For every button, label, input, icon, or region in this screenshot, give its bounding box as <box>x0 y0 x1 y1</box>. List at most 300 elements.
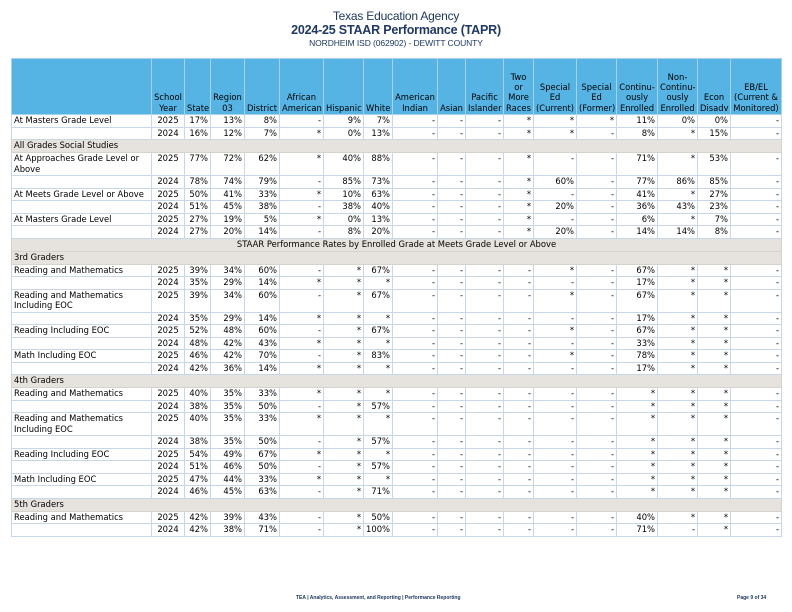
value-cell: * <box>698 511 731 524</box>
value-cell: 44% <box>211 473 245 486</box>
value-cell: - <box>534 400 577 413</box>
value-cell: - <box>731 337 782 350</box>
value-cell: * <box>280 153 324 176</box>
value-cell: - <box>466 388 504 401</box>
value-cell: - <box>280 461 324 474</box>
value-cell: - <box>438 461 466 474</box>
value-cell: - <box>438 350 466 363</box>
value-cell: 51% <box>185 461 211 474</box>
value-cell: - <box>466 413 504 436</box>
value-cell: * <box>658 325 698 338</box>
row-label <box>12 337 152 350</box>
value-cell: - <box>438 226 466 239</box>
school-year-cell: 2024 <box>152 436 185 449</box>
value-cell: - <box>466 213 504 226</box>
value-cell: * <box>658 362 698 375</box>
value-cell: - <box>280 350 324 363</box>
value-cell: 40% <box>324 153 364 176</box>
value-cell: - <box>438 188 466 201</box>
column-header: District <box>245 59 280 115</box>
value-cell: 42% <box>211 350 245 363</box>
value-cell: 63% <box>364 188 393 201</box>
value-cell: * <box>617 413 658 436</box>
value-cell: 13% <box>364 127 393 140</box>
value-cell: 43% <box>658 201 698 214</box>
value-cell: 71% <box>364 486 393 499</box>
value-cell: - <box>438 362 466 375</box>
value-cell: - <box>438 115 466 128</box>
value-cell: - <box>438 201 466 214</box>
value-cell: 34% <box>211 289 245 312</box>
value-cell: 50% <box>364 511 393 524</box>
value-cell: - <box>504 400 534 413</box>
value-cell: 42% <box>185 511 211 524</box>
value-cell: - <box>438 289 466 312</box>
value-cell: 10% <box>324 188 364 201</box>
table-row <box>12 362 782 375</box>
row-label <box>12 277 152 290</box>
value-cell: 35% <box>185 277 211 290</box>
value-cell: - <box>393 511 438 524</box>
value-cell: 14% <box>245 226 280 239</box>
value-cell: 7% <box>245 127 280 140</box>
value-cell: - <box>393 289 438 312</box>
value-cell: - <box>577 473 617 486</box>
value-cell: - <box>466 153 504 176</box>
value-cell: * <box>504 188 534 201</box>
value-cell: - <box>534 188 577 201</box>
value-cell: 17% <box>185 115 211 128</box>
column-header: Econ Disadv <box>698 59 731 115</box>
report-title: 2024-25 STAAR Performance (TAPR) <box>291 23 501 37</box>
value-cell: 67% <box>364 289 393 312</box>
row-label <box>12 461 152 474</box>
value-cell: 67% <box>617 264 658 277</box>
value-cell: 43% <box>245 511 280 524</box>
column-header: White <box>364 59 393 115</box>
value-cell: - <box>577 436 617 449</box>
value-cell: - <box>504 413 534 436</box>
value-cell: - <box>534 388 577 401</box>
table-row <box>12 289 782 312</box>
section-header-row <box>12 140 782 153</box>
staar-performance-table <box>11 58 782 537</box>
value-cell: * <box>658 213 698 226</box>
value-cell: - <box>534 362 577 375</box>
value-cell: * <box>658 264 698 277</box>
table-row <box>12 511 782 524</box>
row-label: At Meets Grade Level or Above <box>12 188 152 201</box>
value-cell: * <box>534 264 577 277</box>
value-cell: 72% <box>211 153 245 176</box>
value-cell: 33% <box>245 388 280 401</box>
value-cell: * <box>658 312 698 325</box>
table-row <box>12 188 782 201</box>
value-cell: 49% <box>211 448 245 461</box>
value-cell: 14% <box>245 277 280 290</box>
column-header: Special Ed (Former) <box>577 59 617 115</box>
table-row <box>12 201 782 214</box>
value-cell: - <box>393 448 438 461</box>
value-cell: - <box>534 436 577 449</box>
value-cell: 41% <box>617 188 658 201</box>
table-row <box>12 325 782 338</box>
value-cell: 50% <box>245 436 280 449</box>
value-cell: - <box>393 213 438 226</box>
value-cell: 20% <box>534 226 577 239</box>
value-cell: * <box>364 473 393 486</box>
value-cell: 14% <box>245 362 280 375</box>
value-cell: * <box>504 201 534 214</box>
value-cell: - <box>731 226 782 239</box>
value-cell: 40% <box>617 511 658 524</box>
value-cell: - <box>393 400 438 413</box>
value-cell: 83% <box>364 350 393 363</box>
value-cell: 60% <box>245 264 280 277</box>
value-cell: * <box>280 473 324 486</box>
value-cell: * <box>324 289 364 312</box>
table-row <box>12 436 782 449</box>
banner-row <box>12 238 782 251</box>
value-cell: * <box>280 388 324 401</box>
value-cell: 20% <box>364 226 393 239</box>
section-title: 3rd Graders <box>12 251 782 264</box>
value-cell: 19% <box>211 213 245 226</box>
value-cell: * <box>324 436 364 449</box>
value-cell: 12% <box>211 127 245 140</box>
footer-source: TEA | Analytics, Assessment, and Reporting | Performance Reporting <box>296 595 461 601</box>
value-cell: 0% <box>698 115 731 128</box>
column-header: Continu-ously Enrolled <box>617 59 658 115</box>
value-cell: 16% <box>185 127 211 140</box>
value-cell: 67% <box>364 325 393 338</box>
value-cell: * <box>364 337 393 350</box>
value-cell: - <box>577 325 617 338</box>
value-cell: * <box>280 213 324 226</box>
value-cell: 60% <box>245 325 280 338</box>
page-number: Page 9 of 34 <box>737 595 767 601</box>
value-cell: - <box>731 473 782 486</box>
value-cell: - <box>393 350 438 363</box>
value-cell: * <box>698 473 731 486</box>
value-cell: 71% <box>245 524 280 537</box>
value-cell: - <box>393 436 438 449</box>
value-cell: * <box>698 448 731 461</box>
value-cell: - <box>393 486 438 499</box>
value-cell: - <box>466 350 504 363</box>
value-cell: 53% <box>698 153 731 176</box>
school-year-cell: 2024 <box>152 201 185 214</box>
row-label <box>12 436 152 449</box>
value-cell: * <box>698 524 731 537</box>
value-cell: 38% <box>324 201 364 214</box>
value-cell: 48% <box>211 325 245 338</box>
school-year-cell: 2024 <box>152 362 185 375</box>
value-cell: - <box>438 524 466 537</box>
value-cell: - <box>534 486 577 499</box>
value-cell: - <box>466 127 504 140</box>
value-cell: - <box>393 312 438 325</box>
value-cell: 6% <box>617 213 658 226</box>
value-cell: - <box>438 448 466 461</box>
value-cell: - <box>504 325 534 338</box>
value-cell: - <box>393 388 438 401</box>
table-row <box>12 264 782 277</box>
value-cell: - <box>438 413 466 436</box>
value-cell: 57% <box>364 461 393 474</box>
value-cell: - <box>731 400 782 413</box>
value-cell: 79% <box>245 176 280 189</box>
value-cell: - <box>534 337 577 350</box>
table-row <box>12 277 782 290</box>
value-cell: - <box>731 436 782 449</box>
value-cell: * <box>698 413 731 436</box>
value-cell: 35% <box>211 400 245 413</box>
value-cell: - <box>577 127 617 140</box>
value-cell: * <box>280 448 324 461</box>
value-cell: * <box>364 413 393 436</box>
value-cell: - <box>393 127 438 140</box>
value-cell: - <box>466 264 504 277</box>
value-cell: 14% <box>658 226 698 239</box>
value-cell: - <box>504 388 534 401</box>
value-cell: 60% <box>534 176 577 189</box>
value-cell: - <box>280 486 324 499</box>
value-cell: - <box>438 511 466 524</box>
value-cell: - <box>438 337 466 350</box>
column-header: EB/EL (Current & Monitored) <box>731 59 782 115</box>
section-title: 4th Graders <box>12 375 782 388</box>
table-row <box>12 153 782 176</box>
value-cell: 77% <box>617 176 658 189</box>
value-cell: 8% <box>245 115 280 128</box>
value-cell: 46% <box>185 350 211 363</box>
value-cell: - <box>438 127 466 140</box>
value-cell: 27% <box>185 213 211 226</box>
table-row <box>12 115 782 128</box>
value-cell: * <box>534 289 577 312</box>
value-cell: - <box>577 188 617 201</box>
value-cell: - <box>577 264 617 277</box>
value-cell: - <box>393 264 438 277</box>
value-cell: * <box>658 486 698 499</box>
value-cell: - <box>731 153 782 176</box>
value-cell: - <box>504 461 534 474</box>
section-title: All Grades Social Studies <box>12 140 782 153</box>
value-cell: 38% <box>245 201 280 214</box>
value-cell: - <box>393 473 438 486</box>
row-label: At Approaches Grade Level or Above <box>12 153 152 176</box>
table-row <box>12 524 782 537</box>
row-label <box>12 201 152 214</box>
value-cell: * <box>534 115 577 128</box>
value-cell: 60% <box>245 289 280 312</box>
school-year-cell: 2025 <box>152 213 185 226</box>
value-cell: 35% <box>211 388 245 401</box>
value-cell: - <box>466 337 504 350</box>
value-cell: 13% <box>211 115 245 128</box>
value-cell: * <box>364 277 393 290</box>
column-header: Two or More Races <box>504 59 534 115</box>
value-cell: 13% <box>364 213 393 226</box>
value-cell: 50% <box>245 461 280 474</box>
value-cell: - <box>504 511 534 524</box>
value-cell: * <box>617 436 658 449</box>
column-header: African American <box>280 59 324 115</box>
value-cell: 67% <box>617 289 658 312</box>
value-cell: * <box>324 473 364 486</box>
value-cell: * <box>658 511 698 524</box>
value-cell: 67% <box>617 325 658 338</box>
value-cell: - <box>280 436 324 449</box>
value-cell: - <box>577 289 617 312</box>
value-cell: 35% <box>211 436 245 449</box>
value-cell: 52% <box>185 325 211 338</box>
value-cell: 38% <box>185 436 211 449</box>
value-cell: 0% <box>324 213 364 226</box>
value-cell: * <box>324 337 364 350</box>
value-cell: - <box>577 213 617 226</box>
value-cell: * <box>658 400 698 413</box>
value-cell: - <box>534 511 577 524</box>
value-cell: * <box>658 337 698 350</box>
value-cell: - <box>534 213 577 226</box>
value-cell: 33% <box>245 473 280 486</box>
value-cell: 88% <box>364 153 393 176</box>
value-cell: - <box>731 201 782 214</box>
row-label: Reading and Mathematics Including EOC <box>12 289 152 312</box>
table-row <box>12 127 782 140</box>
value-cell: * <box>324 362 364 375</box>
value-cell: - <box>438 264 466 277</box>
value-cell: 14% <box>617 226 658 239</box>
value-cell: - <box>466 511 504 524</box>
value-cell: 0% <box>658 115 698 128</box>
value-cell: * <box>280 277 324 290</box>
value-cell: - <box>466 486 504 499</box>
value-cell: 100% <box>364 524 393 537</box>
value-cell: 78% <box>617 350 658 363</box>
row-label: At Masters Grade Level <box>12 213 152 226</box>
value-cell: * <box>698 264 731 277</box>
value-cell: - <box>731 413 782 436</box>
district-subtitle: NORDHEIM ISD (062902) - DEWITT COUNTY <box>309 38 483 48</box>
value-cell: * <box>698 486 731 499</box>
value-cell: - <box>280 511 324 524</box>
school-year-cell: 2024 <box>152 127 185 140</box>
value-cell: 78% <box>185 176 211 189</box>
value-cell: 33% <box>245 413 280 436</box>
value-cell: 46% <box>211 461 245 474</box>
value-cell: - <box>393 337 438 350</box>
value-cell: * <box>504 115 534 128</box>
value-cell: * <box>658 350 698 363</box>
value-cell: - <box>504 436 534 449</box>
value-cell: * <box>617 400 658 413</box>
value-cell: * <box>698 289 731 312</box>
value-cell: - <box>577 400 617 413</box>
value-cell: 20% <box>534 201 577 214</box>
value-cell: 73% <box>364 176 393 189</box>
value-cell: * <box>504 213 534 226</box>
value-cell: - <box>466 312 504 325</box>
column-header: Pacific Islander <box>466 59 504 115</box>
value-cell: 47% <box>185 473 211 486</box>
value-cell: - <box>731 264 782 277</box>
value-cell: 42% <box>211 337 245 350</box>
row-label: Reading and Mathematics Including EOC <box>12 413 152 436</box>
value-cell: - <box>534 413 577 436</box>
value-cell: - <box>466 115 504 128</box>
value-cell: 45% <box>211 486 245 499</box>
value-cell: * <box>617 388 658 401</box>
value-cell: - <box>534 153 577 176</box>
value-cell: 8% <box>617 127 658 140</box>
value-cell: * <box>324 413 364 436</box>
value-cell: 36% <box>617 201 658 214</box>
value-cell: * <box>324 448 364 461</box>
table-row <box>12 226 782 239</box>
row-label <box>12 127 152 140</box>
value-cell: - <box>731 127 782 140</box>
school-year-cell: 2024 <box>152 461 185 474</box>
value-cell: - <box>504 486 534 499</box>
value-cell: 0% <box>324 127 364 140</box>
value-cell: - <box>438 388 466 401</box>
value-cell: - <box>393 153 438 176</box>
value-cell: - <box>577 176 617 189</box>
value-cell: 35% <box>185 312 211 325</box>
value-cell: - <box>438 486 466 499</box>
value-cell: - <box>280 325 324 338</box>
value-cell: 17% <box>617 312 658 325</box>
value-cell: 45% <box>211 201 245 214</box>
value-cell: 51% <box>185 201 211 214</box>
value-cell: - <box>438 277 466 290</box>
value-cell: * <box>324 511 364 524</box>
value-cell: 39% <box>211 511 245 524</box>
value-cell: - <box>731 289 782 312</box>
value-cell: * <box>324 524 364 537</box>
value-cell: - <box>466 188 504 201</box>
value-cell: * <box>534 127 577 140</box>
value-cell: - <box>466 289 504 312</box>
value-cell: - <box>731 277 782 290</box>
value-cell: 67% <box>364 264 393 277</box>
value-cell: - <box>577 226 617 239</box>
table-row <box>12 473 782 486</box>
value-cell: - <box>466 277 504 290</box>
value-cell: - <box>280 226 324 239</box>
value-cell: * <box>698 388 731 401</box>
value-cell: - <box>534 524 577 537</box>
value-cell: - <box>504 264 534 277</box>
column-header: Special Ed (Current) <box>534 59 577 115</box>
value-cell: * <box>364 448 393 461</box>
row-label: Reading and Mathematics <box>12 264 152 277</box>
row-label: At Masters Grade Level <box>12 115 152 128</box>
table-row <box>12 350 782 363</box>
value-cell: - <box>438 436 466 449</box>
value-cell: - <box>280 264 324 277</box>
table-row <box>12 337 782 350</box>
value-cell: 74% <box>211 176 245 189</box>
value-cell: - <box>280 524 324 537</box>
value-cell: - <box>393 362 438 375</box>
school-year-cell: 2025 <box>152 448 185 461</box>
table-row <box>12 448 782 461</box>
value-cell: * <box>658 153 698 176</box>
